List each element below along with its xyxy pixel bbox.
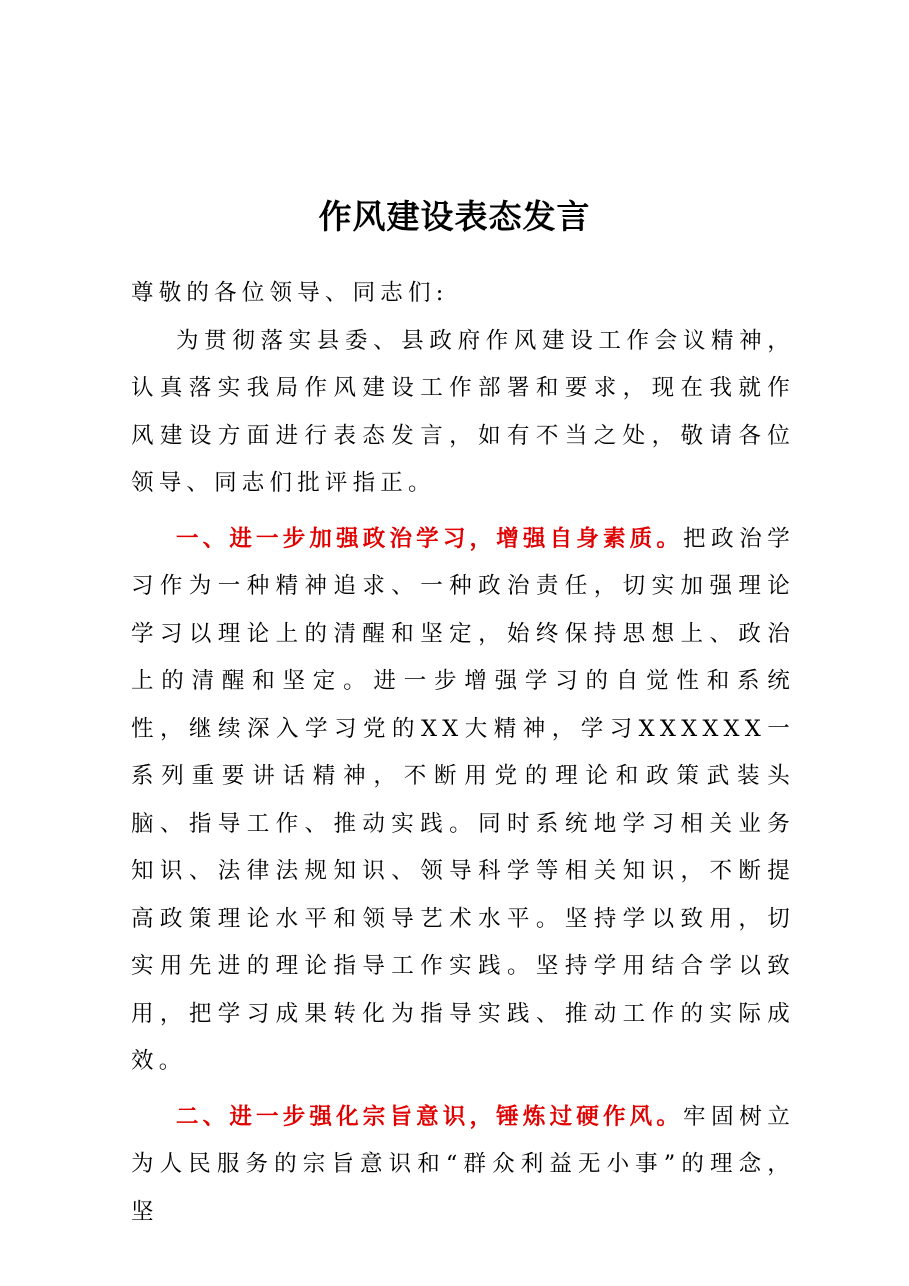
section-1-heading: 一、进一步加强政治学习，增强自身素质。 xyxy=(176,525,684,552)
section-2-heading: 二、进一步强化宗旨意识，锤炼过硬作风。 xyxy=(176,1103,684,1130)
intro-paragraph: 为贯彻落实县委、县政府作风建设工作会议精神，认真落实我局作风建设工作部署和要求，现在我就作风建设方面进行表态发言，如有不当之处，敬请各位领导、同志们批评指正。 xyxy=(131,327,795,496)
section-2-text: 牢固树立为人民服务的宗旨意识和“群众利益无小事”的理念，坚 xyxy=(131,1103,795,1225)
section-1-paragraph xyxy=(131,516,795,1086)
section-1-text: 把政治学习作为一种精神追求、一种政治责任，切实加强理论学习以理论上的清醒和坚定，始终保持思想上、政治上的清醒和坚定。进一步增强学习的自觉性和系统性，继续深入学习党的XX大精神，学习XXXXXX一系列重要讲话精神，不断用党的理论和政策武装头脑、指导工作、推动实践。同时系统地学习相关业务知识、法律法规知识、领导科学等相关知识，不断提高政策理论水平和领导艺术水平。坚持学以致用，切实用先进的理论指导工作实践。坚持学用结合学以致用，把学习成果转化为指导实践、推动工作的实际成效。 xyxy=(131,525,795,1074)
document-body xyxy=(131,270,795,1236)
document-title: 作风建设表态发言 xyxy=(318,197,591,236)
section-2-paragraph xyxy=(131,1094,795,1237)
salutation: 尊敬的各位领导、同志们: xyxy=(131,280,449,306)
